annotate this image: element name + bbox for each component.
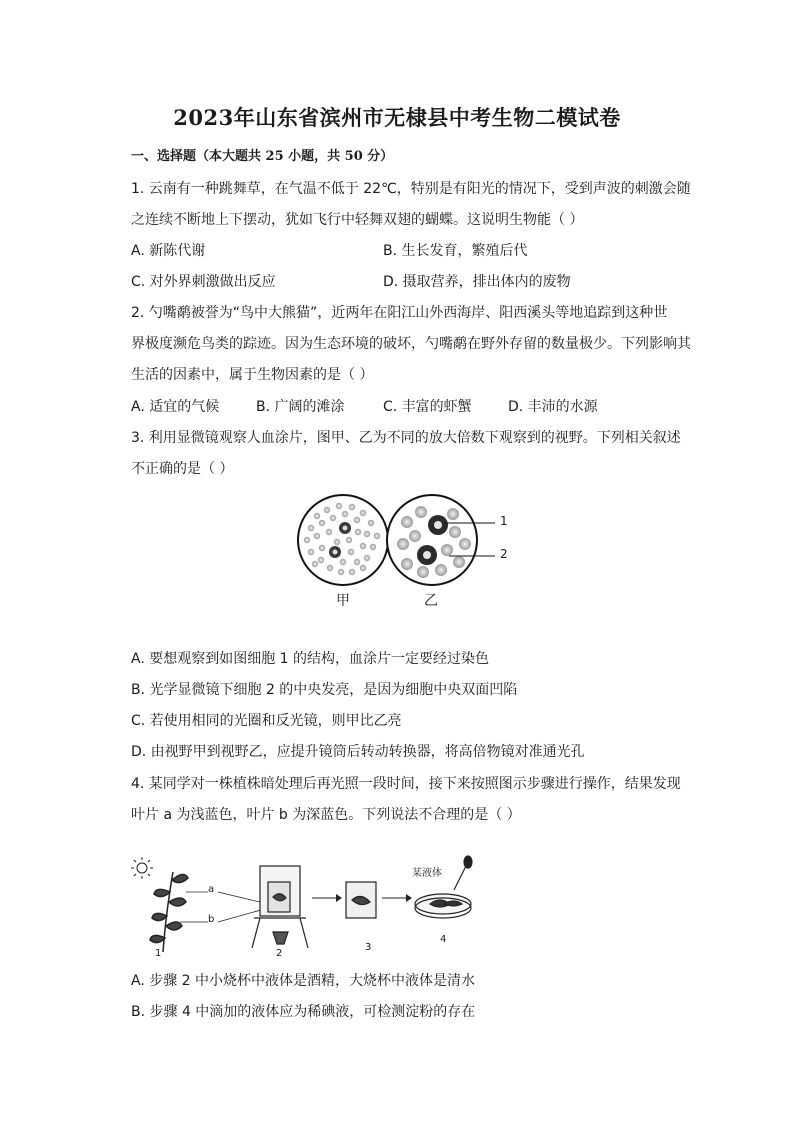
q2-option-c[interactable]: C. 丰富的虾蟹: [383, 399, 472, 415]
q2-stem-line3: 生活的因素中，属于生物因素的是（ ）: [131, 367, 374, 383]
microscope-field-right: [387, 495, 495, 585]
field-label-left: 甲: [336, 593, 350, 609]
q1-option-a[interactable]: A. 新陈代谢: [131, 243, 206, 259]
q4-option-a[interactable]: A. 步骤 2 中小烧杯中液体是酒精，大烧杯中液体是清水: [131, 973, 476, 989]
q2-stem-line1: 2. 勺嘴鹬被誉为“鸟中大熊猫”，近两年在阳江山外西海岸、阳西溪头等地追踪到这种世: [131, 305, 668, 321]
leaf-label-b: b: [208, 914, 215, 925]
q1-stem-line1: 1. 云南有一种跳舞草，在气温不低于 22℃，特别是有阳光的情况下，受到声波的刺激会随: [131, 181, 691, 197]
sun-icon: [131, 857, 153, 879]
q3-option-d[interactable]: D. 由视野甲到视野乙，应提升镜筒后转动转换器，将高倍物镜对准通光孔: [131, 744, 585, 760]
step-label-1: 1: [155, 948, 162, 959]
cell-marker-2: 2: [500, 547, 508, 561]
q2-option-d[interactable]: D. 丰沛的水源: [508, 399, 598, 415]
page-title: 2023年山东省滨州市无棣县中考生物二模试卷: [173, 105, 621, 130]
reagent-label: 某液体: [412, 868, 442, 879]
section-heading: 一、选择题（本大题共 25 小题，共 50 分）: [131, 149, 394, 164]
q1-option-c[interactable]: C. 对外界刺激做出反应: [131, 274, 276, 290]
step-label-3: 3: [365, 942, 372, 953]
q4-option-b[interactable]: B. 步骤 4 中滴加的液体应为稀碘液，可检测淀粉的存在: [131, 1004, 476, 1020]
q3-stem-line2: 不正确的是（ ）: [131, 461, 234, 477]
q3-option-c[interactable]: C. 若使用相同的光圈和反光镜，则甲比乙亮: [131, 713, 402, 729]
q3-stem-line1: 3. 利用显微镜观察人血涂片，图甲、乙为不同的放大倍数下观察到的视野。下列相关叙述: [131, 430, 681, 446]
blood-smear-figure: [295, 492, 520, 592]
q2-option-b[interactable]: B. 广阔的滩涂: [256, 399, 345, 415]
step-label-2: 2: [276, 948, 283, 959]
q4-stem-line1: 4. 某同学对一株植株暗处理后再光照一段时间，接下来按照图示步骤进行操作，结果发现: [131, 776, 681, 792]
step-label-4: 4: [440, 934, 447, 945]
q2-stem-line2: 界极度濒危鸟类的踪迹。因为生态环境的破坏，勺嘴鹬在野外存留的数量极少。下列影响其: [131, 336, 691, 352]
water-bath-apparatus: [252, 866, 308, 948]
beaker-rinse: [346, 882, 376, 918]
q1-option-d[interactable]: D. 摄取营养，排出体内的废物: [383, 274, 571, 290]
q3-option-a[interactable]: A. 要想观察到如图细胞 1 的结构，血涂片一定要经过染色: [131, 651, 490, 667]
q1-stem-line2: 之连续不断地上下摆动，犹如飞行中轻舞双翅的蝴蝶。这说明生物能（ ）: [131, 212, 584, 228]
q3-option-b[interactable]: B. 光学显微镜下细胞 2 的中央发亮，是因为细胞中央双面凹陷: [131, 682, 518, 698]
q1-option-b[interactable]: B. 生长发育，繁殖后代: [383, 243, 528, 259]
cell-marker-1: 1: [500, 514, 508, 528]
leaf-label-a: a: [208, 884, 215, 895]
q2-option-a[interactable]: A. 适宜的气候: [131, 399, 220, 415]
field-label-right: 乙: [424, 593, 438, 609]
plant-drawing: [150, 872, 188, 952]
q4-stem-line2: 叶片 a 为浅蓝色，叶片 b 为深蓝色。下列说法不合理的是（ ）: [131, 807, 521, 823]
microscope-field-left: [298, 495, 388, 585]
